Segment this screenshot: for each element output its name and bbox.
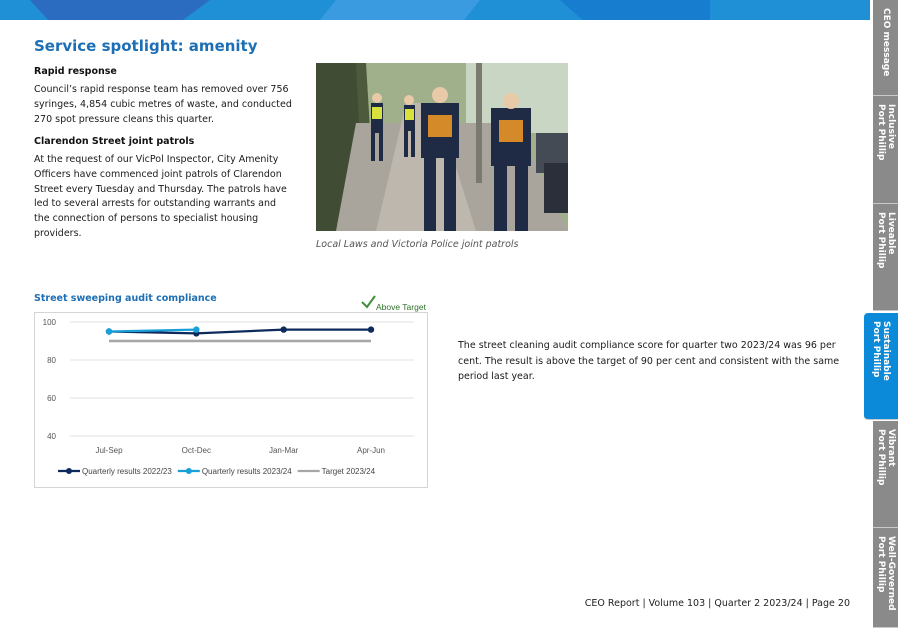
x-tick-label: Jul-Sep [95,446,123,455]
tab-ceo-message[interactable] [873,0,898,96]
tab-label [881,8,891,76]
rapid-response-heading: Rapid response [34,66,117,77]
y-tick-label: 60 [47,394,56,403]
tab-label [871,321,891,381]
photo-caption: Local Laws and Victoria Police joint patrols [316,239,519,250]
section-tabs [873,0,898,627]
tab-label-line: Port Phillip [875,536,886,593]
data-point [280,326,286,332]
data-point [106,328,112,334]
tab-label-line: Sustainable [881,321,891,381]
chart-status-label: Above Target [376,302,426,312]
x-tick-label: Apr-Jun [356,446,386,455]
compliance-chart [34,290,427,487]
tab-inclusive[interactable] [873,96,898,204]
tab-label-line: Well-Governed [885,536,896,611]
clarendon-text: At the request of our VicPol Inspector, City Amenity Officers have commenced joint patrols of Clarendon Street every Tuesday and Thursday. The patrols have led to several arrests for outstanding warrants and the connection of persons to specialist housing providers. [34,154,287,239]
tab-label-line: Port Phillip [871,321,881,378]
legend-marker [186,468,192,474]
data-point [193,326,199,332]
patrol-photo-illustration [316,63,568,231]
tab-label-line: Port Phillip [875,104,886,161]
tab-liveable[interactable] [873,204,898,311]
chart-title: Street sweeping audit compliance [34,293,217,304]
rapid-response-text: Council’s rapid response team has removed over 756 syringes, 4,854 cubic metres of waste, and conducted 270 spot pressure cleans this quarter. [34,84,292,125]
legend-marker [66,468,72,474]
x-tick-label: Jan-Mar [268,446,299,455]
tab-vibrant[interactable] [873,421,898,528]
series-line [109,330,196,332]
chart-plot [34,290,427,487]
legend-label: Quarterly results 2022/23 [82,467,172,476]
header-decor-shape [320,0,480,20]
legend-label: Target 2023/24 [321,467,376,476]
x-tick-label: Oct-Dec [181,446,212,455]
tab-sustainable[interactable] [864,313,898,420]
tab-label [876,104,896,160]
y-tick-label: 40 [47,432,56,441]
header-band [0,0,870,20]
above-target-tick-icon [362,296,375,307]
header-decor-shape [560,0,710,20]
tab-label-line: Port Phillip [875,212,886,269]
compliance-summary: The street cleaning audit compliance score for quarter two 2023/24 was 96 per cent. The result is above the target of 90 per cent and consistent with the same period last year. [458,340,840,382]
tab-well-governed[interactable] [873,528,898,628]
data-point [368,326,374,332]
y-tick-label: 100 [42,318,56,327]
patrol-photo [316,63,568,231]
tab-label [876,212,896,268]
tab-label-line: Port Phillip [875,429,886,486]
header-decor-shape [30,0,210,20]
page-footer: CEO Report | Volume 103 | Quarter 2 2023/24 | Page 20 [584,598,850,609]
tab-label [876,429,896,485]
page-title: Service spotlight: amenity [34,37,258,55]
tab-label-line: Vibrant [885,429,896,467]
y-tick-label: 80 [47,356,56,365]
tab-label [876,536,896,611]
clarendon-heading: Clarendon Street joint patrols [34,136,195,147]
tab-label-line: Liveable [885,212,896,255]
tab-label-line: CEO message [880,8,891,77]
tab-label-line: Inclusive [885,104,896,149]
legend-label: Quarterly results 2023/24 [201,467,292,476]
